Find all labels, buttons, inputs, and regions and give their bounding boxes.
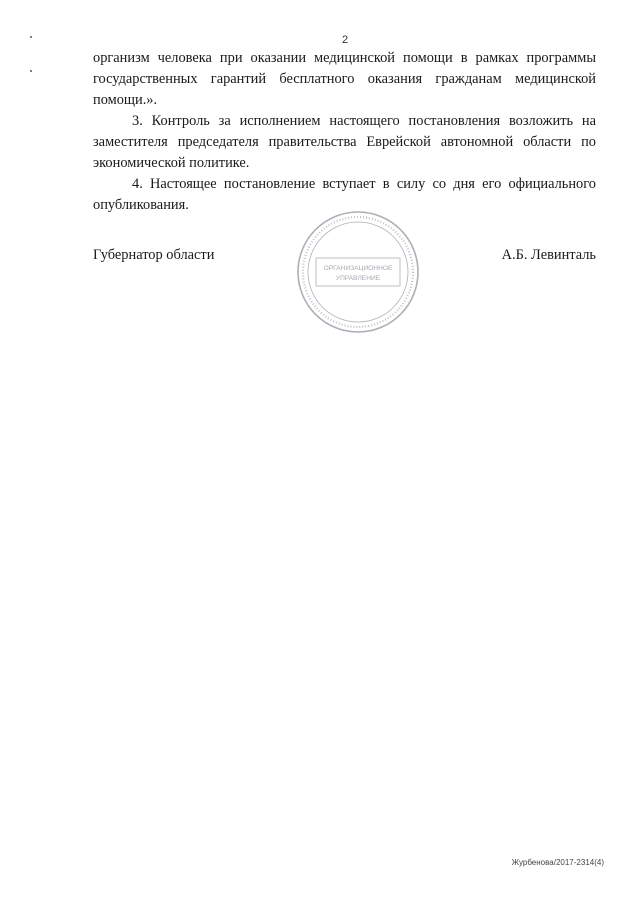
page-number: 2 (341, 34, 349, 46)
document-body (93, 48, 596, 216)
scan-artifact-dot (30, 70, 32, 72)
signatory-name: А.Б. Левинталь (501, 247, 596, 263)
official-seal-stamp (294, 208, 422, 336)
signatory-position: Губернатор области (93, 247, 215, 263)
document-footer-code: Журбенова/2017-2314(4) (511, 858, 604, 867)
seal-text-line2: УПРАВЛЕНИЕ (335, 275, 381, 282)
paragraph-control: 3. Контроль за исполнением настоящего постановления возложить на заместителя председателя правительства Еврейской автономной области по экономической политике. (93, 113, 596, 171)
paragraph-effective-date: 4. Настоящее постановление вступает в силу со дня его официального опубликования. (93, 176, 596, 213)
seal-text-line1: ОРГАНИЗАЦИОННОЕ (323, 265, 393, 272)
paragraph-continuation: организм человека при оказании медицинской помощи в рамках программы государственных гарантий бесплатного оказания гражданам медицинской помощи.». (93, 50, 596, 108)
